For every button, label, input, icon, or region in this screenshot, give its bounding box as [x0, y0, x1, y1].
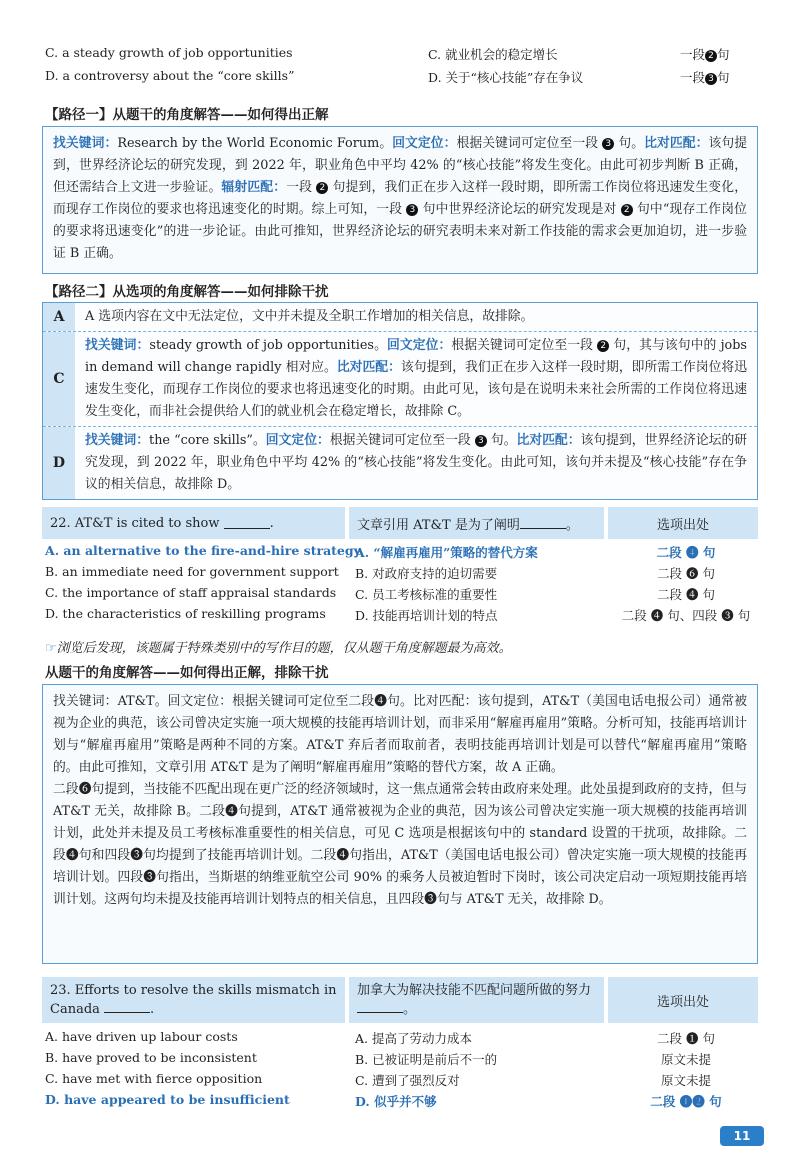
source-prefix: 一段: [680, 70, 706, 85]
path2-row-a: [43, 303, 757, 332]
q22-option-c: [45, 585, 757, 606]
stem-text: 23. Efforts to resolve the skills mismatch in Canada: [50, 983, 337, 1017]
label-match: 比对匹配：: [644, 136, 709, 151]
text: 一段: [286, 180, 313, 195]
text: 该句提到，我们正在步入这样一段时期，即所需工作岗位将迅速发生变化，而现存工作岗位的要求也将迅速变化的时期。由此可见，该句是在说明未来社会所需的工作岗位将迅速发生变化，而非社会提供给人们的就业机会在稳定增长，故排除 C。: [85, 360, 748, 419]
blank: [104, 1001, 150, 1013]
option-zh: A. 提高了劳动力成本: [355, 1031, 472, 1046]
option-source: 二段 ❹ 句: [657, 587, 715, 602]
stem-text: 加拿大为解决技能不匹配问题所做的努力: [357, 983, 592, 998]
q23-header: [42, 977, 758, 1023]
label-locate: 回文定位：: [265, 433, 330, 448]
sentence-number: 3: [705, 73, 717, 85]
stem-text: 文章引用 AT&T 是为了阐明: [357, 517, 520, 533]
q23-option-a: [45, 1029, 757, 1050]
option-zh: D. 技能再培训计划的特点: [355, 608, 498, 623]
text: 句中“现存工作岗位的要求将迅速变化”的进一步论证。由此可推知，世界经济论坛的研究表明未来对新工作技能的需求会更加迫切，进一步验证 B 正确。: [53, 202, 747, 261]
sentence-number: 3: [602, 138, 614, 150]
q22-option-a: [45, 543, 757, 564]
row-text: A 选项内容在文中无法定位，文中并未提及全职工作增加的相关信息，故排除。: [75, 303, 757, 331]
text: 该句提到，世界经济论坛的研究发现，到 2022 年，职业角色中平均 42% 的“核心技能”将发生变化。由此可知，该句并未提及“核心技能”存在争议的相关信息，故排除 D。: [85, 433, 748, 492]
text: 句。: [618, 136, 645, 151]
source-prefix: 一段: [680, 47, 706, 62]
option-zh: B. 对政府支持的迫切需要: [355, 566, 498, 581]
option-row-d: [45, 68, 755, 88]
path1-box: [42, 126, 758, 274]
label-keyword: 找关键词：: [85, 338, 150, 353]
option-source: [680, 45, 730, 63]
row-letter: A: [43, 303, 75, 331]
label-match: 比对匹配：: [516, 433, 581, 448]
q22-heading: 从题干的角度解答——如何得出正解，排除干扰: [45, 665, 329, 681]
q22-header: [42, 507, 758, 539]
option-en: A. have driven up labour costs: [45, 1029, 238, 1044]
row-letter: D: [43, 427, 75, 499]
stem-end: 。: [565, 517, 579, 533]
path2-row-d: [43, 427, 757, 499]
q23-option-d: [45, 1092, 757, 1113]
option-en: B. have proved to be inconsistent: [45, 1050, 257, 1065]
label-locate: 回文定位：: [386, 338, 452, 353]
option-source: 原文未提: [660, 1052, 711, 1067]
sentence-number: 3: [406, 204, 418, 216]
pointing-hand-icon: ☞: [45, 641, 57, 656]
label-locate: 回文定位：: [392, 136, 457, 151]
text: 句中世界经济论坛的研究发现是对: [422, 202, 617, 217]
text: 根据关键词可定位至一段: [456, 136, 599, 151]
note-text: 浏览后发现，该题属于特殊类别中的写作目的题，仅从题干角度解题最为高效。: [56, 641, 512, 656]
q23-en-stem: [42, 977, 345, 1023]
option-zh: C. 就业机会的稳定增长: [428, 47, 558, 62]
option-en: A. an alternative to the fire-and-hire strategy: [45, 543, 361, 558]
path2-row-c: [43, 332, 757, 427]
option-source: 二段 ❹ 句: [656, 545, 716, 560]
sentence-number: 3: [475, 435, 487, 447]
option-source: 二段 ❶ 句: [657, 1031, 715, 1046]
text: 句提到，我们正在步入这样一段时期，即所需工作岗位将迅速发生变化，而现存工作岗位的要求也将迅速变化的时期。综上可知，一段: [53, 180, 748, 217]
sentence-number: 2: [621, 204, 633, 216]
option-row-c: [45, 45, 755, 65]
sentence-number: 2: [316, 182, 328, 194]
blank: [224, 517, 270, 529]
text: 句，其与该句中的 jobs in demand will change rapidly 相对应。: [85, 338, 748, 375]
stem-end: 。: [403, 1002, 417, 1017]
option-source: 二段 ❻ 句: [657, 566, 715, 581]
q23-zh-stem: [349, 977, 604, 1023]
stem-text: 22. AT&T is cited to show: [50, 515, 220, 531]
q22-note: [45, 637, 512, 656]
text: 该句提到，世界经济论坛的研究发现，到 2022 年，职业角色中平均 42% 的“核心技能”将发生变化。由此可初步判断 B 正确，但还需结合上文进一步验证。: [53, 136, 748, 195]
option-zh: D. 似乎并不够: [355, 1094, 437, 1109]
sentence-number: 2: [705, 50, 717, 62]
source-suffix: 句: [717, 47, 730, 62]
option-zh: C. 员工考核标准的重要性: [355, 587, 498, 602]
q23-option-b: [45, 1050, 757, 1071]
text: 句。: [490, 433, 517, 448]
q23-option-c: [45, 1071, 757, 1092]
option-en: B. an immediate need for government support: [45, 564, 339, 579]
analysis-para-1: 找关键词：AT&T。回文定位：根据关键词可定位至二段❹句。比对匹配：该句提到，AT&T（美国电话电报公司）通常被视为企业的典范，该公司曾决定实施一项大规模的技能再培训计划，而非采用“解雇再雇用”策略。分析可知，技能再培训计划与“解雇再雇用”策略是两种不同的方案。AT&T 弃后者而取前者，表明技能再培训计划是可以替代“解雇再雇用”策略的。由此可推知，文章引用 AT&T 是为了阐明“解雇再雇用”策略的替代方案，故 A 正确。: [53, 694, 747, 775]
path2-heading: 【路径二】从选项的角度解答——如何排除干扰: [45, 284, 329, 300]
q22-analysis-box: [42, 684, 758, 964]
text: steady growth of job opportunities。: [149, 338, 387, 353]
option-source: 二段 ❹ 句、四段 ❸ 句: [621, 608, 751, 623]
option-source: 原文未提: [660, 1073, 711, 1088]
row-text: [75, 427, 757, 499]
row-letter: C: [43, 332, 75, 426]
text: 根据关键词可定位至一段: [329, 433, 471, 448]
page-number: 11: [720, 1126, 764, 1146]
q22-option-d: [45, 606, 757, 627]
row-text: [75, 332, 757, 426]
sentence-number: 2: [597, 340, 609, 352]
option-zh: C. 遭到了强烈反对: [355, 1073, 460, 1088]
stem-end: .: [150, 1002, 155, 1017]
option-en: D. have appeared to be insufficient: [45, 1092, 290, 1107]
text: the “core skills”。: [149, 433, 266, 448]
q22-en-stem: [42, 507, 345, 539]
q23-source-header: 选项出处: [608, 977, 758, 1023]
option-source: [680, 68, 730, 86]
analysis-para-2: 二段❻句提到，当技能不匹配出现在更广泛的经济领域时，这一焦点通常会转由政府来处理。此处虽提到政府的支持，但与 AT&T 无关，故排除 B。二段❹句提到，AT&T 通常被视为企业的典范，因为该公司曾决定实施一项大规模的技能再培训计划，此处并未提及员工考核标准重要性的相关信息，可见 C 选项是根据该句中的 standard 设置的干扰项，故排除。二段❹句和四段❸句均提到了技能再培训计划。二段❹句指出，AT&T（美国电话电报公司）曾决定实施一项大规模的技能再培训计划。四段❸句指出，当斯堪的纳维亚航空公司 90% 的乘务人员被迫暂时下岗时，该公司决定启动一项短期技能再培训计划。这两句均未提及技能再培训计划特点的相关信息，且四段❸句与 AT&T 无关，故排除 D。: [53, 782, 747, 907]
q22-source-header: 选项出处: [608, 507, 758, 539]
blank: [357, 1001, 403, 1013]
source-suffix: 句: [717, 70, 730, 85]
option-zh: D. 关于“核心技能”存在争议: [428, 70, 584, 85]
option-en: C. a steady growth of job opportunities: [45, 45, 293, 60]
label-keyword: 找关键词：: [53, 136, 118, 151]
option-en: C. the importance of staff appraisal standards: [45, 585, 337, 600]
path2-table: [42, 302, 758, 500]
text: Research by the World Economic Forum。: [117, 136, 393, 151]
option-en: C. have met with fierce opposition: [45, 1071, 263, 1086]
q22-option-b: [45, 564, 757, 585]
path1-heading: 【路径一】从题干的角度解答——如何得出正解: [45, 107, 329, 123]
q22-zh-stem: [349, 507, 604, 539]
label-keyword: 找关键词：: [85, 433, 150, 448]
blank: [520, 517, 566, 529]
option-en: D. a controversy about the “core skills”: [45, 68, 295, 83]
label-match: 比对匹配：: [336, 360, 401, 375]
option-zh: B. 已被证明是前后不一的: [355, 1052, 498, 1067]
option-source: 二段 ❶❷ 句: [650, 1094, 722, 1109]
option-zh: A. “解雇再雇用”策略的替代方案: [355, 545, 538, 560]
option-en: D. the characteristics of reskilling programs: [45, 606, 326, 621]
label-radiate: 辐射匹配：: [221, 180, 287, 195]
text: 根据关键词可定位至一段: [451, 338, 594, 353]
stem-end: .: [269, 515, 274, 531]
